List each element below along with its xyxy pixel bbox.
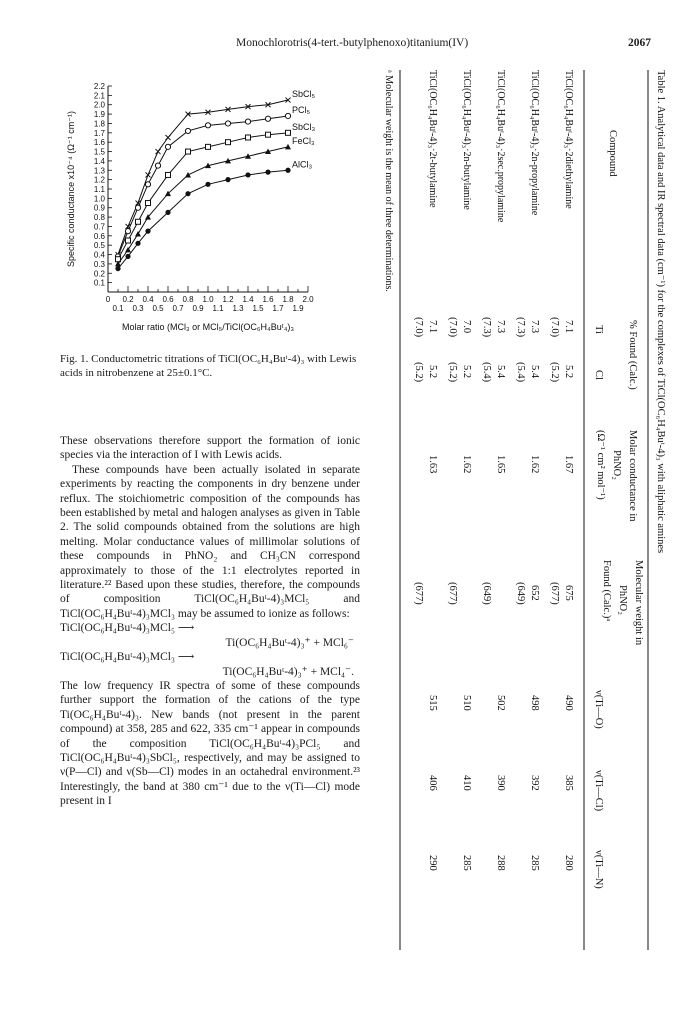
y-tick-label: 1.3: [93, 166, 105, 176]
y-tick-label: 0.6: [93, 231, 105, 241]
cell-ti-calc: (7.3): [481, 317, 492, 338]
series-2: [116, 130, 291, 261]
cell-v-ticl: 392: [529, 775, 540, 791]
cell-v-tio: 502: [495, 695, 506, 711]
header-compound: Compound: [607, 130, 618, 177]
header-cl: Cl: [593, 370, 604, 380]
cell-cl-calc: (5.2): [447, 362, 458, 383]
data-point: [286, 130, 291, 135]
data-point: [145, 229, 150, 234]
cell-v-tin: 285: [529, 855, 540, 871]
data-point: [136, 219, 141, 224]
y-tick-label: 1.6: [93, 138, 105, 148]
data-point: [166, 172, 171, 177]
cell-cl-calc: (5.2): [413, 362, 424, 383]
cell-compound: TiCl(OC₆H₄Buᵗ-4)₃·2n-propylamine: [529, 70, 540, 216]
series-label: SbCl₅: [292, 89, 316, 100]
equation-1-left: TiCl(OC₆H₄Buᵗ-4)₃MCl₅ ⟶: [60, 622, 195, 635]
cell-v-tin: 290: [427, 855, 438, 871]
x-tick-label: 0.6: [162, 295, 174, 304]
data-point: [135, 241, 140, 246]
cell-ti: 7.3: [529, 320, 540, 334]
data-point: [185, 128, 190, 133]
y-tick-label: 1.8: [93, 119, 105, 129]
table-1-svg: [380, 70, 670, 950]
data-point: [205, 182, 210, 187]
x-tick-label: 1.3: [232, 304, 244, 313]
series-label: FeCl₃: [292, 135, 315, 146]
body-text: [60, 434, 360, 809]
data-point: [246, 135, 251, 140]
header-ti: Ti: [593, 325, 604, 334]
x-tick-label: 0.7: [172, 304, 184, 313]
running-title: Monochlorotris(4-tert.-butylphenoxo)titanium(IV): [236, 37, 469, 49]
series-label: AlCl₃: [292, 159, 313, 170]
x-tick-label: 0.9: [192, 304, 204, 313]
x-tick-label: 1.7: [272, 304, 284, 313]
cell-mw-calc: (649): [515, 582, 526, 605]
cell-v-ticl: 385: [563, 775, 574, 791]
y-tick-label: 0.9: [93, 203, 105, 213]
x-tick-label: 1.8: [282, 295, 294, 304]
figure-caption: Fig. 1. Conductometric titrations of TiCl(OC₆H₄Buᵗ-4)₃ with Lewis acids in nitrobenzene at 25±0.1°C.: [60, 353, 357, 379]
x-tick-label: 0.5: [152, 304, 164, 313]
cell-molar-cond: 1.63: [427, 455, 438, 474]
data-point: [126, 238, 131, 243]
data-point: [225, 177, 230, 182]
cell-mw-calc: (649): [481, 582, 492, 605]
cell-mw-calc: (677): [447, 582, 458, 605]
data-point: [135, 231, 141, 237]
data-point: [146, 201, 151, 206]
series-line: [118, 147, 288, 264]
cell-cl: 5.2: [427, 365, 438, 379]
header-v-tio: ν(Ti—O): [593, 690, 604, 729]
cell-v-tin: 285: [461, 855, 472, 871]
cell-v-ticl: 410: [461, 775, 472, 791]
y-tick-label: 0.3: [93, 259, 105, 269]
series-line: [118, 170, 288, 268]
data-point: [186, 149, 191, 154]
data-point: [225, 121, 230, 126]
y-tick-label: 1.9: [93, 110, 105, 120]
data-point: [156, 149, 161, 154]
cell-molar-cond: 1.62: [529, 455, 540, 474]
cell-v-tio: 510: [461, 695, 472, 711]
cell-v-tio: 515: [427, 695, 438, 711]
data-point: [125, 254, 130, 259]
x-tick-label: 1.6: [262, 295, 274, 304]
data-point: [206, 144, 211, 149]
x-tick-label: 0.1: [112, 304, 124, 313]
x-tick-label: 0: [105, 295, 111, 304]
header-mw-2: PhNO₂: [617, 585, 628, 615]
cell-v-ticl: 390: [495, 775, 506, 791]
y-tick-label: 2.2: [93, 82, 105, 91]
header-v-ticl: ν(Ti—Cl): [593, 770, 604, 812]
data-point: [245, 119, 250, 124]
series-label: PCl₅: [292, 104, 311, 115]
data-point: [285, 144, 291, 150]
data-point: [285, 113, 290, 118]
cell-cl: 5.2: [563, 365, 574, 379]
table-title: Table 1. Analytical data and IR spectral data (cm⁻¹) for the complexes of TiCl(OC₆H₄Buᵗ-4)₃ with aliphatic amines: [655, 70, 666, 554]
cell-cl: 5.4: [495, 365, 506, 379]
cell-molar-cond: 1.65: [495, 455, 506, 474]
data-point: [266, 132, 271, 137]
y-tick-label: 1.7: [93, 128, 105, 138]
data-point: [265, 116, 270, 121]
data-point: [125, 229, 130, 234]
table-1: [380, 70, 670, 970]
cell-ti-calc: (7.0): [413, 317, 424, 338]
header-mw: Molecular weight in: [633, 560, 644, 646]
cell-cl: 5.4: [529, 365, 540, 379]
y-tick-label: 1.5: [93, 147, 105, 157]
series-3: [115, 144, 291, 267]
x-tick-label: 0.8: [182, 295, 194, 304]
data-point: [185, 191, 190, 196]
data-point: [265, 170, 270, 175]
series-label: SbCl₃: [292, 121, 316, 132]
y-tick-label: 0.1: [93, 278, 105, 288]
series-4: [115, 168, 290, 272]
conductance-chart: [60, 78, 360, 346]
cell-compound: TiCl(OC₆H₄Buᵗ-4)₃·2t-butylamine: [427, 70, 438, 208]
paragraph-2: These compounds have been actually isolated in separate experiments by reacting the components in dry benzene under reflux. The stoichiometric composition of the compounds has been established by metal and halogen analyses as given in Table 2. The solid compounds obtained from the solutions are high melting. Molar conductance values of millimolar solutions of these compounds in PhNO₂ and CH₃CN correspond approximately to those of the 1:1 electrolytes reported in literature.²² Based upon these studies, therefore, the compounds of composition TiCl(OC₆H₄Buᵗ-4)₃MCl₅ and TiCl(OC₆H₄Buᵗ-4)₃MCl₃ may be assumed to ionize as follows:: [60, 463, 360, 620]
data-point: [135, 205, 140, 210]
x-tick-label: 0.2: [122, 295, 134, 304]
cell-mw: 652: [529, 585, 540, 601]
cell-ti: 7.3: [495, 320, 506, 334]
x-tick-label: 1.4: [242, 295, 254, 304]
cell-compound: TiCl(OC₆H₄Buᵗ-4)₃·2n-butylamine: [461, 70, 472, 210]
cell-ti: 7.0: [461, 320, 472, 334]
data-point: [226, 140, 231, 145]
header-molar-cond: Molar conductance in: [627, 430, 638, 522]
y-tick-label: 1.2: [93, 175, 105, 185]
header-molar-cond-3: (Ω⁻¹ cm² mol⁻¹): [595, 430, 606, 500]
paragraph-1: These observations therefore support the formation of ionic species via the interaction of I with Lewis acids.: [60, 435, 360, 462]
data-point: [245, 172, 250, 177]
cell-cl-calc: (5.4): [515, 362, 526, 383]
paragraph-3: The low frequency IR spectra of some of these compounds further support the formation of the cations of the type Ti(OC₆H₄Buᵗ-4)₃. New bands (not present in the parent compound) at 358, 285 and 622, 335 cm⁻¹ appear in compounds of the composition TiCl(OC₆H₄Buᵗ-4)₃PCl₅ and TiCl(OC₆H₄Buᵗ-4)₃SbCl₅, respectively, and may be assigned to ν(P—Cl) and ν(Sb—Cl) modes in an octahedral environment.²³ Interestingly, the band at 380 cm⁻¹ due to the ν(Ti—Cl) mode present in I: [60, 679, 360, 808]
chart-labels: [66, 82, 316, 332]
cell-molar-cond: 1.62: [461, 455, 472, 474]
y-tick-label: 0.8: [93, 213, 105, 223]
y-tick-label: 0.2: [93, 269, 105, 279]
cell-v-tin: 280: [563, 855, 574, 871]
cell-molar-cond: 1.67: [563, 455, 574, 474]
equation-1-right: Ti(OC₆H₄Buᵗ-4)₃⁺ + MCl₆⁻: [225, 636, 354, 649]
header-v-tin: ν(Ti—N): [593, 850, 604, 889]
cell-cl: 5.2: [461, 365, 472, 379]
cell-mw: 675: [563, 585, 574, 601]
data-point: [115, 266, 120, 271]
equation-2-right: Ti(OC₆H₄Buᵗ-4)₃⁺ + MCl₄⁻.: [222, 665, 354, 678]
x-tick-label: 0.3: [132, 304, 144, 313]
x-tick-label: 1.5: [252, 304, 264, 313]
data-point: [155, 163, 160, 168]
cell-cl-calc: (5.2): [549, 362, 560, 383]
chart-series: [115, 98, 291, 272]
cell-cl-calc: (5.4): [481, 362, 492, 383]
series-0: [116, 98, 291, 258]
equation-2-left: TiCl(OC₆H₄Buᵗ-4)₃MCl₃ ⟶: [60, 651, 195, 664]
y-axis-label: Specific conductance x10⁻⁴ (Ω⁻¹ cm⁻¹): [66, 111, 76, 267]
cell-ti-calc: (7.3): [515, 317, 526, 338]
data-point: [165, 210, 170, 215]
cell-v-tio: 490: [563, 695, 574, 711]
y-tick-label: 1.4: [93, 156, 105, 166]
page-number: 2067: [628, 37, 651, 49]
x-tick-label: 1.0: [202, 295, 214, 304]
y-tick-label: 2.1: [93, 91, 105, 101]
data-point: [145, 182, 150, 187]
cell-ti-calc: (7.0): [549, 317, 560, 338]
data-point: [146, 172, 151, 177]
y-tick-label: 1.1: [93, 185, 105, 194]
cell-compound: TiCl(OC₆H₄Buᵗ-4)₃·2sec.propylamine: [495, 70, 506, 223]
header-mw-3: Found (Calc.)ᵃ: [601, 560, 612, 622]
data-point: [165, 144, 170, 149]
cell-ti-calc: (7.0): [447, 317, 458, 338]
cell-v-tio: 498: [529, 695, 540, 711]
cell-v-tin: 288: [495, 855, 506, 871]
y-tick-label: 2.0: [93, 100, 105, 110]
cell-mw-calc: (677): [413, 582, 424, 605]
y-tick-label: 0.5: [93, 241, 105, 251]
x-tick-label: 1.9: [292, 304, 304, 313]
data-point: [185, 172, 191, 178]
table-footnote: ᵃ Molecular weight is the mean of three determinations.: [383, 70, 394, 292]
y-tick-label: 0.4: [93, 250, 105, 260]
header-molar-cond-2: PhNO₂: [611, 450, 622, 480]
y-tick-label: 0.7: [93, 222, 105, 232]
cell-compound: TiCl(OC₆H₄Buᵗ-4)₃·2diethylamine: [563, 70, 574, 209]
x-tick-label: 0.4: [142, 295, 154, 304]
cell-v-ticl: 406: [427, 775, 438, 791]
data-point: [285, 168, 290, 173]
y-tick-label: 1.0: [93, 194, 105, 204]
data-point: [205, 123, 210, 128]
header-found-calc: % Found (Calc.): [627, 320, 638, 390]
x-axis-label: Molar ratio (MCl₃ or MCl₅/TiCl(OC₆H₄Buᵗ₄)₃: [121, 322, 295, 332]
series-line: [118, 100, 288, 255]
cell-ti: 7.1: [427, 320, 438, 334]
x-tick-label: 1.1: [212, 304, 224, 313]
cell-ti: 7.1: [563, 320, 574, 334]
data-point: [166, 135, 171, 140]
data-point: [125, 247, 131, 253]
x-tick-label: 2.0: [302, 295, 314, 304]
x-tick-label: 1.2: [222, 295, 234, 304]
cell-mw-calc: (677): [549, 582, 560, 605]
